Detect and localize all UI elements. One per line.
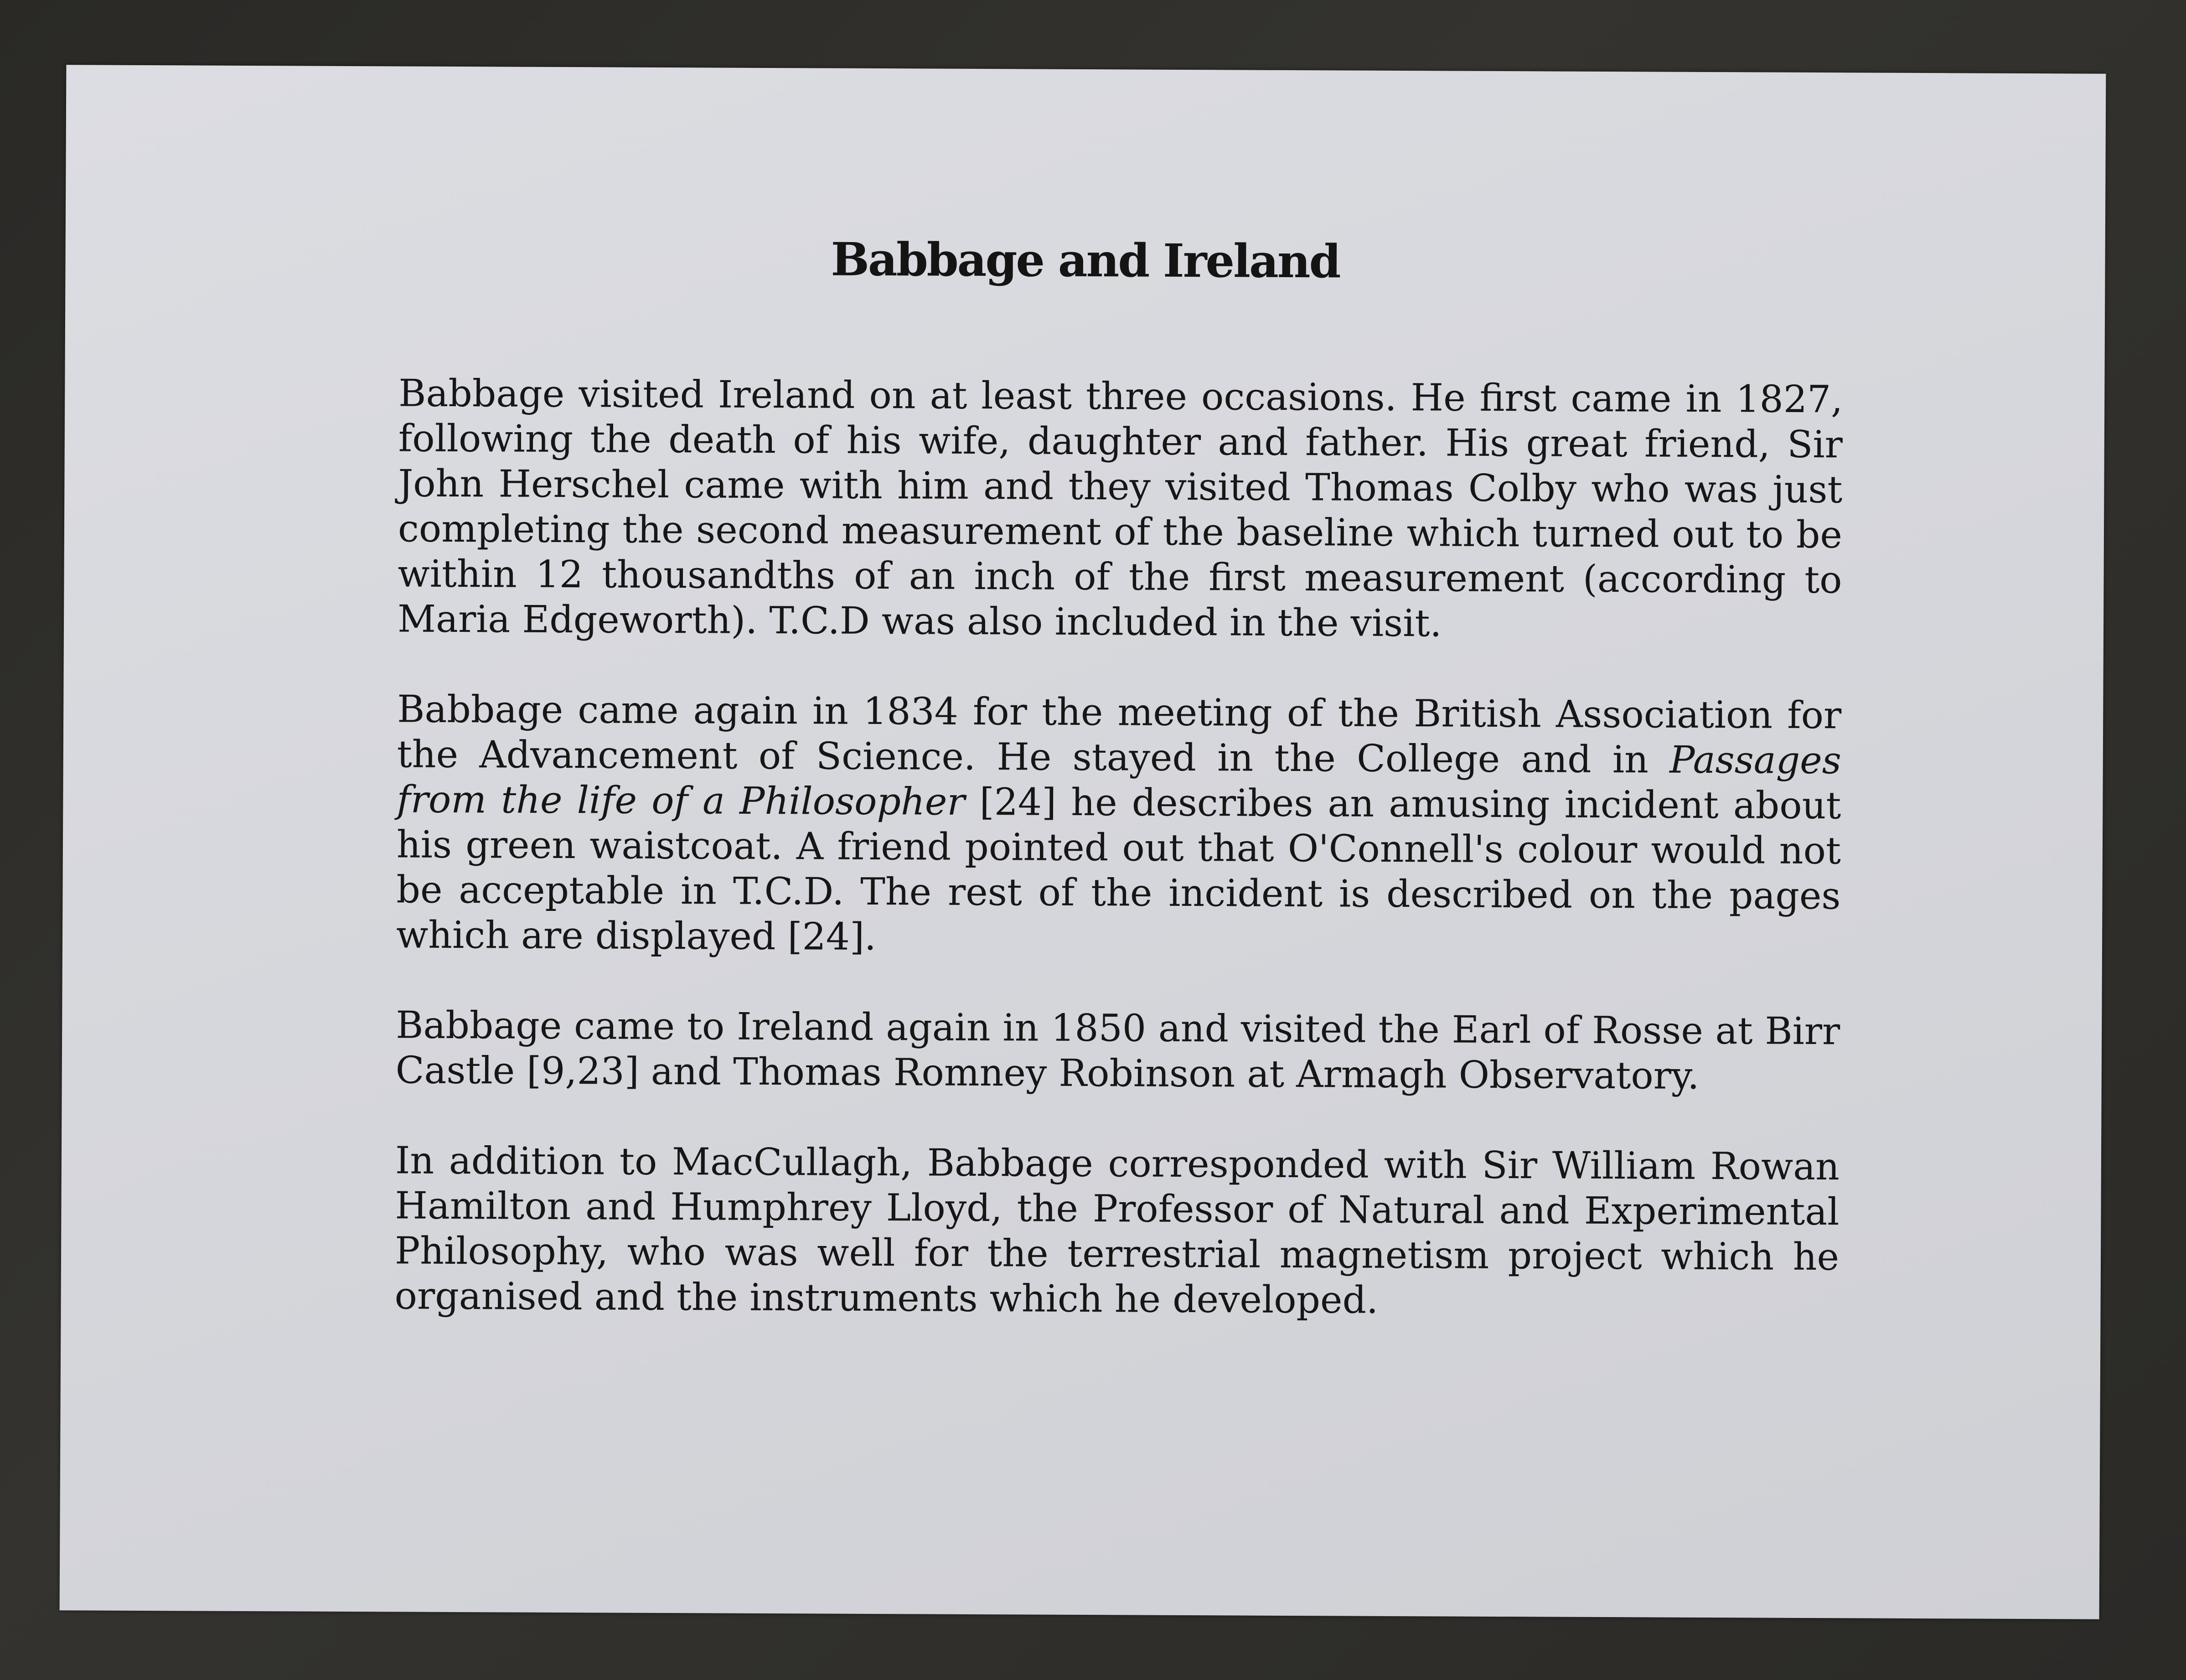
paragraph-text: Babbage came again in 1834 for the meeting of the British Association for the Advancement of Science. He stayed in the College and in	[397, 688, 1842, 782]
paragraph-text: [24] he describes an amusing incident about his green waistcoat. A friend pointed out that O'Connell's colour would not be acceptable in T.C.D. The rest of the incident is described on the pages which are displayed [24].	[396, 780, 1841, 959]
paragraph-first-visit: Babbage visited Ireland on at least three occasions. He first came in 1827, following the death of his wife, daughter and father. His great friend, Sir John Herschel came with him and they visited Thomas Colby who was just completing the second measurement of the baseline which turned out to be within 12 thousandths of an inch of the first measurement (according to Maria Edgeworth). T.C.D was also included in the visit.	[397, 372, 1843, 646]
paragraph-correspondence: In addition to MacCullagh, Babbage corresponded with Sir William Rowan Hamilton and Humphrey Lloyd, the Professor of Natural and Experimental Philosophy, who was well for the terrestrial magnetism project which he organised and the instruments which he developed.	[394, 1139, 1840, 1322]
information-card	[60, 65, 2106, 1619]
card-body	[394, 371, 1843, 1370]
paragraph-1850-visit: Babbage came to Ireland again in 1850 and visited the Earl of Rosse at Birr Castle [9,23] and Thomas Romney Robinson at Armagh Observatory.	[395, 1003, 1840, 1098]
paragraph-1834-visit	[396, 687, 1842, 964]
book-title: Passages from the life of a Philosopher	[397, 738, 1842, 824]
page-title: Babbage and Ireland	[831, 232, 1340, 289]
